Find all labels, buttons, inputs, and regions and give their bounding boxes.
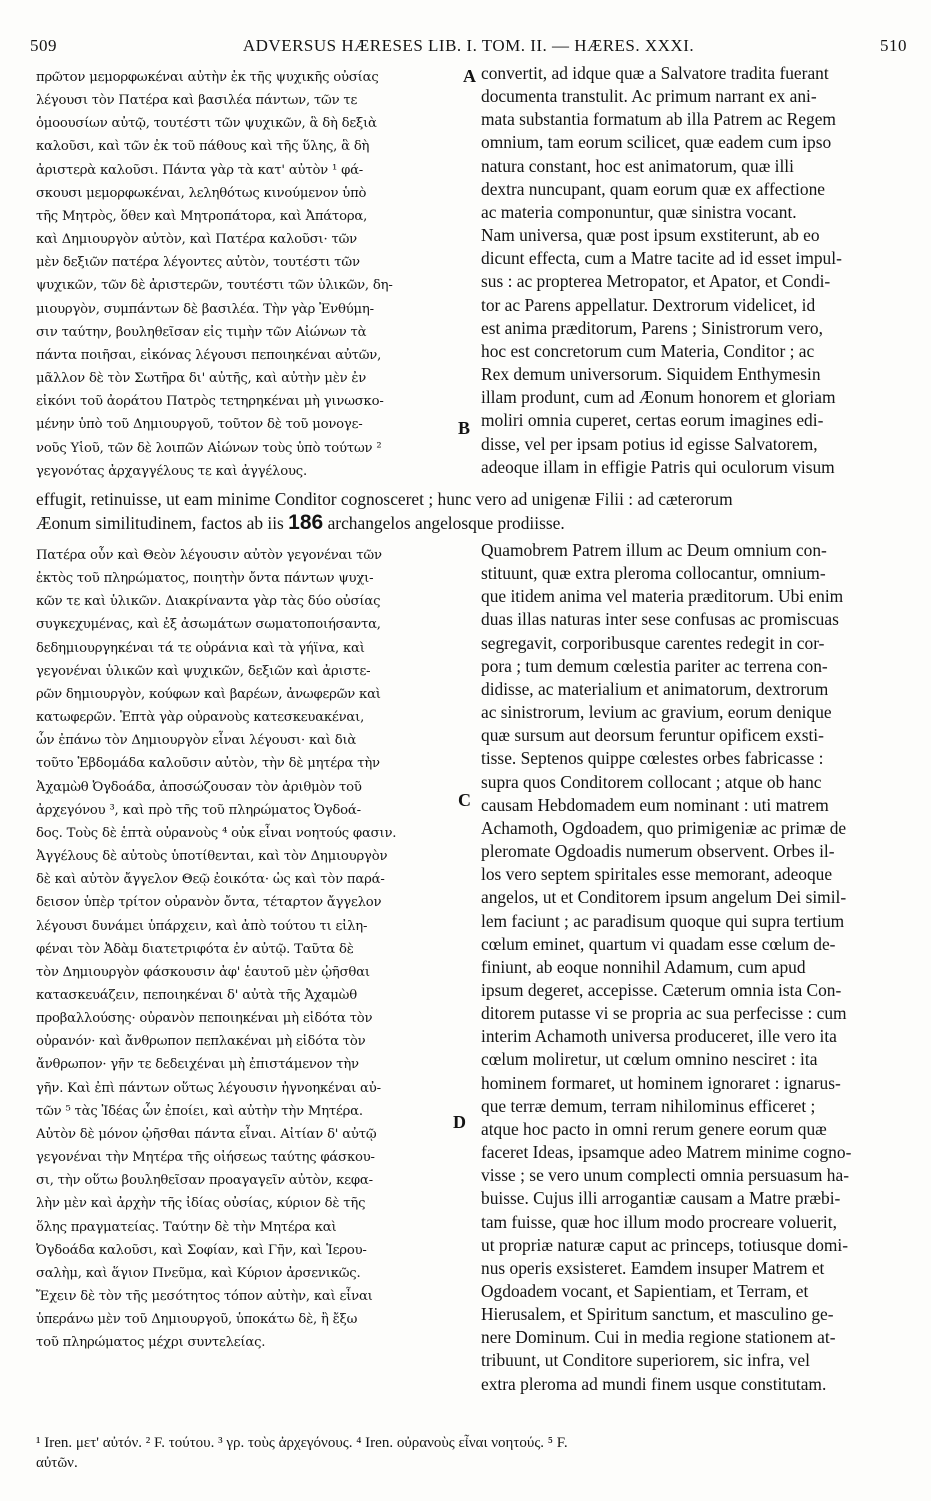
greek-bottom-line: ἄνθρωπον· γῆν τε δεδειχέναι μὴ ἐπιστάμενον τὴν	[36, 1057, 359, 1073]
margin-marker-a: A	[463, 66, 476, 86]
latin-bottom-line: atque hoc pacto in omni rerum genere eorum quæ	[481, 1118, 827, 1139]
latin-top-line: illam produnt, cum ad Æonum honorem et gloriam	[481, 387, 836, 408]
latin-bottom-line: cœlum eminet, quartum vi quadam esse cœlum de-	[481, 933, 836, 954]
greek-bottom-line: τοῦτο Ἑβδομάδα καλοῦσιν αὐτὸν, τὴν δὲ μητέρα τὴν	[36, 756, 380, 772]
latin-bottom-line: ditorem putasse vi se propria ac sua perfecisse : cum	[481, 1003, 847, 1024]
greek-bottom-line: τὸν Δημιουργὸν φάσκουσιν ἀφ' ἑαυτοῦ μὲν ᾠῆσθαι	[36, 964, 370, 980]
greek-top-line: τῆς Μητρὸς, ὅθεν καὶ Μητροπάτορα, καὶ Ἀπάτορα,	[36, 208, 368, 224]
greek-bottom-line: Ἀχαμὼθ Ὀγδοάδα, ἀποσώζουσαν τὸν ἀριθμὸν τοῦ	[36, 779, 362, 795]
full-width-line-2-end: archangelos angelosque prodiisse.	[327, 513, 565, 534]
greek-bottom-line: γῆν. Καὶ ἐπὶ πάντων οὕτως λέγουσιν ἠγνοηκέναι αὐ-	[36, 1080, 381, 1096]
greek-bottom-line: δεδημιουργηκέναι τά τε οὐράνια καὶ τὰ γήϊνα, καὶ	[36, 640, 365, 656]
greek-top-line: πάντα ποιῆσαι, εἰκόνας λέγουσι πεποιηκέναι αὐτῶν,	[36, 347, 382, 363]
greek-bottom-line: Πατέρα οὖν καὶ Θεὸν λέγουσιν αὐτὸν γεγονέναι τῶν	[36, 548, 382, 563]
latin-bottom-line: cœlum moliretur, ut cœlum omnino nesciret : ita	[481, 1049, 818, 1070]
greek-top-line: ὁμοουσίων αὐτῷ, τουτέστι τῶν ψυχικῶν, ἃ δὴ δεξιὰ	[36, 116, 377, 132]
greek-bottom-line: κατασκευάζειν, πεποιηκέναι δ' αὐτὰ τῆς Ἀχαμὼθ	[36, 987, 357, 1003]
latin-top-line: mata substantia formatum ab illa Patrem ac Regem	[481, 109, 836, 130]
latin-bottom-line: lem faciunt ; ac paradisum quoque qui supra tertium	[481, 910, 845, 931]
latin-bottom-line: quæ sursum aut deorsum feruntur opificem exsti-	[481, 725, 824, 746]
footnotes	[36, 1433, 906, 1473]
greek-bottom-line: Αὐτὸν δὲ μόνον ᾠῆσθαι πάντα εἶναι. Αἰτίαν δ' αὐτῷ	[36, 1126, 377, 1142]
latin-top-line: Nam universa, quæ post ipsum exstiterunt, ab eo	[481, 225, 820, 246]
latin-bottom-line: visse ; se vero unum complecti omnia persuasum ha-	[481, 1165, 850, 1186]
latin-top-line: hoc est concretorum cum Materia, Conditor ; ac	[481, 340, 815, 361]
greek-top-line: μᾶλλον δὲ τὸν Σωτῆρα δι' αὐτῆς, καὶ αὐτὴν μὲν ἐν	[36, 371, 367, 387]
latin-column-top	[481, 62, 901, 479]
latin-top-line: documenta transtulit. Ac primum narrant ex ani-	[481, 86, 817, 107]
greek-bottom-line: λέγουσι δυνάμει ὑπάρχειν, καὶ ἀπὸ τούτου τι εἰλη-	[36, 918, 368, 934]
footnote-line-1: ¹ Iren. μετ' αὐτόν. ² F. τούτου. ³ γρ. τοὺς ἀρχεγόνους. ⁴ Iren. οὐρανοὺς εἶναι νοητούς. ⁵ F.	[36, 1435, 568, 1451]
greek-bottom-line: τοῦ πληρώματος μέχρι συντελείας.	[36, 1335, 266, 1351]
latin-bottom-line: que terræ demum, terram nihilominus efficeret ;	[481, 1095, 816, 1116]
greek-bottom-line: τῶν ⁵ τὰς Ἰδέας ὧν ἐποίει, καὶ αὐτὴν τὴν Μητέρα.	[36, 1103, 363, 1119]
greek-bottom-line: Ὀγδοάδα καλοῦσι, καὶ Σοφίαν, καὶ Γῆν, καὶ Ἱερου-	[36, 1242, 367, 1258]
latin-bottom-line: pora ; tum demum cœlestia pariter ac terrena con-	[481, 655, 828, 676]
greek-bottom-line: Ἔχειν δὲ τὸν τῆς μεσότητος τόπον αὐτὴν, καὶ εἶναι	[36, 1289, 373, 1304]
greek-bottom-line: ὧν ἐπάνω τὸν Δημιουργὸν εἶναι λέγουσι· καὶ διὰ	[36, 733, 357, 749]
latin-bottom-line: los vero septem spiritales esse memorant, adeoque	[481, 864, 833, 885]
greek-top-line: ἀριστερὰ καλοῦσι. Πάντα γὰρ τὰ κατ' αὐτὸν ¹ φά-	[36, 162, 364, 178]
margin-marker-d: D	[453, 1112, 466, 1132]
latin-bottom-line: angelos, ut et Conditorem ipsum angelum Dei simil-	[481, 887, 847, 908]
greek-top-line: νοῦς Υἱοῦ, τῶν δὲ λοιπῶν Αἰώνων τοὺς ὑπὸ τούτων ²	[36, 440, 382, 456]
column-number: 186	[288, 511, 324, 535]
latin-top-line: natura constant, hoc est animatorum, quæ illi	[481, 155, 794, 176]
greek-top-line: λέγουσι τὸν Πατέρα καὶ βασιλέα πάντων, τῶν τε	[36, 93, 358, 109]
greek-bottom-line: γεγονέναι ὑλικῶν καὶ ψυχικῶν, δεξιῶν καὶ ἀριστε-	[36, 663, 371, 679]
running-title: ADVERSUS HÆRESES LIB. I. TOM. II. — HÆRES. XXXI.	[242, 36, 695, 55]
latin-top-line: Rex demum universorum. Siquidem Enthymesin	[481, 364, 821, 385]
latin-bottom-line: didisse, ac materialium et animatorum, dextrorum	[481, 678, 829, 699]
greek-top-line: εἰκόνι τοῦ ἀοράτου Πατρὸς τετηρηκέναι μὴ γινωσκο-	[36, 394, 384, 410]
latin-top-line: moliri omnia cuperet, certas eorum imagines edi-	[481, 410, 824, 431]
greek-bottom-line: γεγονέναι τὴν Μητέρα τῆς οἰήσεως ταύτης φάσκου-	[36, 1150, 375, 1166]
latin-bottom-line: ac sinistrorum, levium ac gravium, eorum denique	[481, 702, 832, 723]
latin-bottom-line: Quamobrem Patrem illum ac Deum omnium con-	[481, 540, 827, 560]
latin-bottom-line: causam Hebdomadem eum nominant : uti matrem	[481, 794, 829, 815]
full-width-line-2	[36, 511, 906, 535]
greek-bottom-line: σαλὴμ, καὶ ἅγιον Πνεῦμα, καὶ Κύριον ἀρσενικῶς.	[36, 1265, 361, 1281]
latin-bottom-line: interim Achamoth universa produceret, ille vero ita	[481, 1026, 837, 1047]
latin-top-line: dicunt effecta, cum a Matre tacite ad id esset impul-	[481, 248, 842, 269]
greek-bottom-line: Ἀγγέλους δὲ αὐτοὺς ὑποτίθενται, καὶ τὸν Δημιουργὸν	[36, 849, 388, 865]
page-number-left: 509	[30, 36, 57, 55]
latin-bottom-line: extra pleroma ad mundi finem usque constitutam.	[481, 1373, 827, 1394]
greek-bottom-line: συγκεχυμένας, καὶ ἐξ ἀσωμάτων σωματοποιήσαντα,	[36, 617, 381, 633]
greek-bottom-line: κατωφερῶν. Ἑπτὰ γὰρ οὐρανοὺς κατεσκευακέναι,	[36, 710, 365, 726]
latin-bottom-line: duas illas naturas inter sese confusas ac promiscuas	[481, 609, 839, 630]
greek-top-line: καλοῦσι, καὶ τῶν ἐκ τοῦ πάθους καὶ τῆς ὕλης, ἃ δὴ	[36, 139, 370, 155]
latin-bottom-line: hominem formaret, ut hominem ignoraret : ignarus-	[481, 1072, 841, 1093]
latin-bottom-line: Hierusalem, et Spiritum sanctum, et masculino ge-	[481, 1304, 834, 1325]
greek-column-top	[36, 66, 466, 483]
footnote-line-2: αὐτῶν.	[36, 1455, 78, 1471]
latin-column-bottom	[481, 539, 901, 1396]
latin-bottom-line: nere Dominum. Cui in media regione stationem at-	[481, 1327, 836, 1348]
greek-bottom-line: προβαλλούσης· οὐρανὸν πεποιηκέναι μὴ εἰδότα τὸν	[36, 1011, 373, 1027]
greek-bottom-line: δὲ καὶ αὐτὸν ἄγγελον Θεῷ ἐοικότα· ὡς καὶ τὸν παρά-	[36, 872, 385, 888]
greek-bottom-line: κῶν τε καὶ ὑλικῶν. Διακρίναντα γὰρ τὰς δύο οὐσίας	[36, 594, 381, 610]
margin-marker-c: C	[458, 790, 471, 810]
full-width-line-2-start: Æonum similitudinem, factos ab iis	[36, 513, 284, 534]
latin-bottom-line: tisse. Septenos quippe cœlestes orbes fabricasse :	[481, 748, 824, 769]
greek-bottom-line: λὴν μὲν καὶ ἀρχὴν τῆς ἰδίας οὐσίας, κύριον δὲ τῆς	[36, 1196, 366, 1212]
greek-top-line: μιουργὸν, συμπάντων δὲ βασιλέα. Τὴν γὰρ Ἐνθύμη-	[36, 301, 374, 317]
latin-top-line: convertit, ad idque quæ a Salvatore tradita fuerant	[481, 63, 829, 83]
latin-bottom-line: finiunt, ab eoque nonnihil Adamum, cum apud	[481, 956, 806, 977]
greek-top-line: σκουσι μεμορφωκέναι, λεληθότως κινούμενον ὑπὸ	[36, 185, 367, 201]
latin-bottom-line: stituunt, quæ extra pleroma collocantur, omnium-	[481, 563, 826, 584]
latin-bottom-line: ut propriæ naturæ caput ac princeps, totiusque domi-	[481, 1234, 849, 1255]
greek-bottom-line: σι, τὴν οὕτω βουληθεῖσαν προαγαγεῖν αὐτὸν, κεφα-	[36, 1173, 373, 1189]
greek-top-line: καὶ Δημιουργὸν αὐτὸν, καὶ Πατέρα καλοῦσι· τῶν	[36, 232, 357, 248]
greek-bottom-line: ρῶν δημιουργὸν, κούφων καὶ βαρέων, ἀνωφερῶν καὶ	[36, 686, 381, 702]
greek-top-line: πρῶτον μεμορφωκέναι αὐτὴν ἐκ τῆς ψυχικῆς οὐσίας	[36, 70, 379, 85]
latin-bottom-line: segregavit, corporibusque carentes redegit in cor-	[481, 632, 825, 653]
latin-bottom-line: tribuunt, ut Conditore superiorem, sic infra, vel	[481, 1350, 810, 1371]
greek-bottom-line: δεισον ὑπὲρ τρίτον οὐρανὸν ὄντα, τέταρτον ἄγγελον	[36, 895, 382, 911]
latin-bottom-line: nus operis exsisteret. Eamdem insuper Matrem et	[481, 1257, 825, 1278]
latin-bottom-line: ipsum degeret, accepisse. Cæterum omnia ista Con-	[481, 979, 842, 1000]
greek-top-line: γεγονότας ἀρχαγγέλους τε καὶ ἀγγέλους.	[36, 463, 307, 479]
latin-top-line: sus : ac propterea Metropator, et Apator, et Condi-	[481, 271, 831, 292]
greek-bottom-line: οὐρανόν· καὶ ἄνθρωπον πεπλακέναι μὴ εἰδότα τὸν	[36, 1034, 366, 1050]
greek-bottom-line: ὑπεράνω μὲν τοῦ Δημιουργοῦ, ὑποκάτω δὲ, ἢ ἔξω	[36, 1312, 358, 1328]
greek-bottom-line: φέναι τὸν Ἀδὰμ διατετριφότα ἐν αὐτῷ. Ταῦτα δὲ	[36, 941, 354, 957]
full-width-lines	[36, 488, 906, 535]
greek-bottom-line: ὅλης πραγματείας. Ταύτην δὲ τὴν Μητέρα καὶ	[36, 1219, 337, 1235]
full-width-line-1: effugit, retinuisse, ut eam minime Conditor cognosceret ; hunc vero ad unigenæ Filii : ad cæterorum	[36, 489, 733, 509]
greek-top-line: ψυχικῶν, τῶν δὲ ἀριστερῶν, τουτέστι τῶν ὑλικῶν, δη-	[36, 278, 393, 294]
latin-bottom-line: faceret Ideas, ipsamque adeo Matrem minime cogno-	[481, 1142, 852, 1163]
latin-bottom-line: pleromate Ogdoadis numerum observent. Orbes il-	[481, 841, 835, 862]
latin-top-line: dextra nuncupant, quam eorum quæ ex affectione	[481, 178, 825, 199]
latin-top-line: tor ac Parens appellatur. Dextrorum videlicet, id	[481, 294, 816, 315]
latin-bottom-line: Achamoth, Ogdoadem, quo primigeniæ ac primæ de	[481, 817, 847, 838]
greek-top-line: μὲν δεξιῶν πατέρα λέγοντες αὐτὸν, τουτέστι τῶν	[36, 255, 360, 271]
latin-bottom-line: buisse. Cujus illi arrogantiæ causam a Matre præbi-	[481, 1188, 841, 1209]
margin-marker-b: B	[458, 418, 471, 438]
running-header	[30, 36, 907, 62]
latin-bottom-line: Ogdoadem vocant, et Sapientiam, et Terram, et	[481, 1281, 809, 1301]
latin-bottom-line: tam fuisse, quæ hoc illum modo procreare voluerit,	[481, 1211, 837, 1232]
greek-top-line: μένην ὑπὸ τοῦ Δημιουργοῦ, τοῦτον δὲ τοῦ μονογε-	[36, 417, 363, 433]
greek-top-line: σιν ταύτην, βουληθεῖσαν εἰς τιμὴν τῶν Αἰώνων τὰ	[36, 324, 367, 340]
latin-top-line: disse, vel per ipsam potius id egisse Salvatorem,	[481, 433, 818, 454]
latin-top-line: est anima præditorum, Parens ; Sinistrorum vero,	[481, 317, 823, 338]
greek-bottom-line: ἀρχεγόνου ³, καὶ πρὸ τῆς τοῦ πληρώματος Ὀγδοά-	[36, 802, 361, 818]
greek-column-bottom	[36, 544, 466, 1354]
page-number-right: 510	[880, 36, 907, 55]
latin-top-line: omnium, tam eorum scilicet, quæ eadem cum ipso	[481, 132, 832, 153]
latin-bottom-line: supra quos Conditorem collocant ; atque ob hanc	[481, 771, 822, 792]
latin-bottom-line: que itidem anima vel materia præditorum. Ubi enim	[481, 586, 844, 607]
latin-top-line: ac materia componuntur, quæ sinistra vocant.	[481, 201, 797, 222]
greek-bottom-line: ἐκτὸς τοῦ πληρώματος, ποιητὴν ὄντα πάντων ψυχι-	[36, 571, 374, 587]
greek-bottom-line: δος. Τοὺς δὲ ἑπτὰ οὐρανοὺς ⁴ οὐκ εἶναι νοητούς φασιν.	[36, 825, 397, 841]
latin-top-line: adeoque illam in effigie Patris qui oculorum visum	[481, 456, 835, 477]
